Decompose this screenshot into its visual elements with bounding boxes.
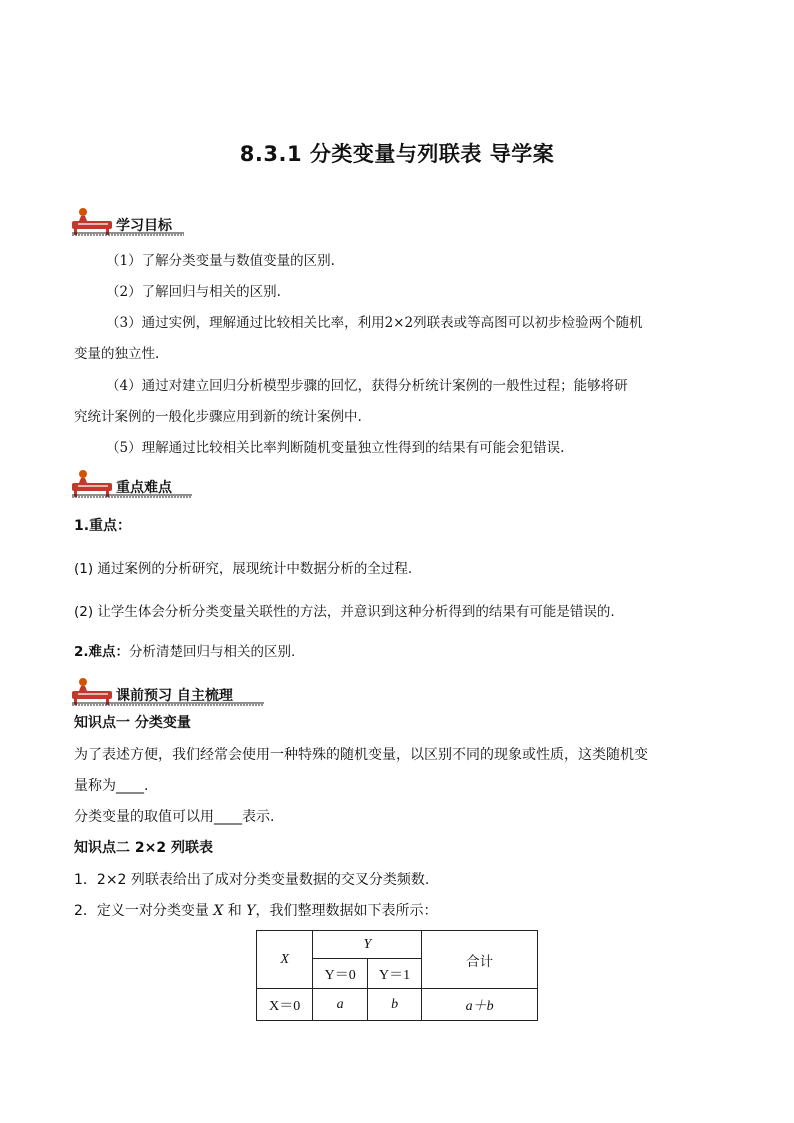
knowledge-point-1-para-1-line-2: 量称为____. — [74, 778, 149, 794]
goal-3-line-1: （3）通过实例，理解通过比较相关比率，利用2×2列联表或等高图可以初步检验两个随机 — [106, 315, 643, 331]
section-title: 学习目标 — [116, 218, 172, 234]
goal-1: （1）了解分类变量与数值变量的区别. — [106, 253, 335, 269]
goal-4-line-1: （4）通过对建立回归分析模型步骤的回忆，获得分析统计案例的一般性过程；能够将研 — [106, 378, 628, 394]
difficulty-label: 2.难点： — [74, 644, 130, 660]
goal-4-line-2: 究统计案例的一般化步骤应用到新的统计案例中. — [74, 409, 362, 425]
header-y: Y — [313, 931, 422, 959]
row-label: X＝0 — [257, 989, 313, 1021]
key-point-1: (1) 通过案例的分析研究，展现统计中数据分析的全过程. — [74, 561, 413, 577]
key-point-2: (2) 让学生体会分析分类变量关联性的方法，并意识到这种分析得到的结果有可能是错误的. — [74, 604, 615, 620]
key-point-label: 1.重点： — [74, 518, 132, 534]
table-row — [257, 989, 538, 1021]
header-total: 合计 — [422, 931, 538, 989]
knowledge-point-1-para-1-line-1: 为了表述方便，我们经常会使用一种特殊的随机变量，以区别不同的现象或性质，这类随机变 — [74, 747, 648, 763]
knowledge-point-1-title: 知识点一 分类变量 — [74, 715, 191, 731]
contingency-table — [256, 930, 538, 1021]
cell-b: b — [367, 989, 421, 1021]
section-title: 重点难点 — [116, 480, 172, 496]
knowledge-point-2-item-1: 1．2×2 列联表给出了成对分类变量数据的交叉分类频数. — [74, 872, 430, 888]
section-title: 课前预习 自主梳理 — [116, 688, 233, 704]
section-underline — [72, 702, 264, 706]
goal-3-line-2: 变量的独立性. — [74, 346, 160, 362]
page-title: 8.3.1 分类变量与列联表 导学案 — [239, 142, 555, 166]
cell-a: a — [313, 989, 367, 1021]
goal-5: （5）理解通过比较相关比率判断随机变量独立性得到的结果有可能会犯错误. — [106, 440, 565, 456]
knowledge-point-1-para-2: 分类变量的取值可以用____表示. — [74, 809, 275, 825]
knowledge-point-2-item-2: 2．定义一对分类变量 X 和 Y，我们整理数据如下表所示： — [74, 903, 438, 919]
header-y0: Y＝0 — [313, 959, 367, 989]
section-underline — [72, 494, 192, 498]
difficulty-line — [74, 643, 295, 661]
goal-2: （2）了解回归与相关的区别. — [106, 284, 281, 300]
header-x: X — [257, 931, 313, 989]
cell-total: a＋b — [422, 989, 538, 1021]
section-underline — [72, 232, 184, 236]
header-y1: Y＝1 — [367, 959, 421, 989]
knowledge-point-2-title: 知识点二 2×2 列联表 — [74, 840, 213, 856]
difficulty-text: 分析清楚回归与相关的区别. — [129, 644, 296, 660]
